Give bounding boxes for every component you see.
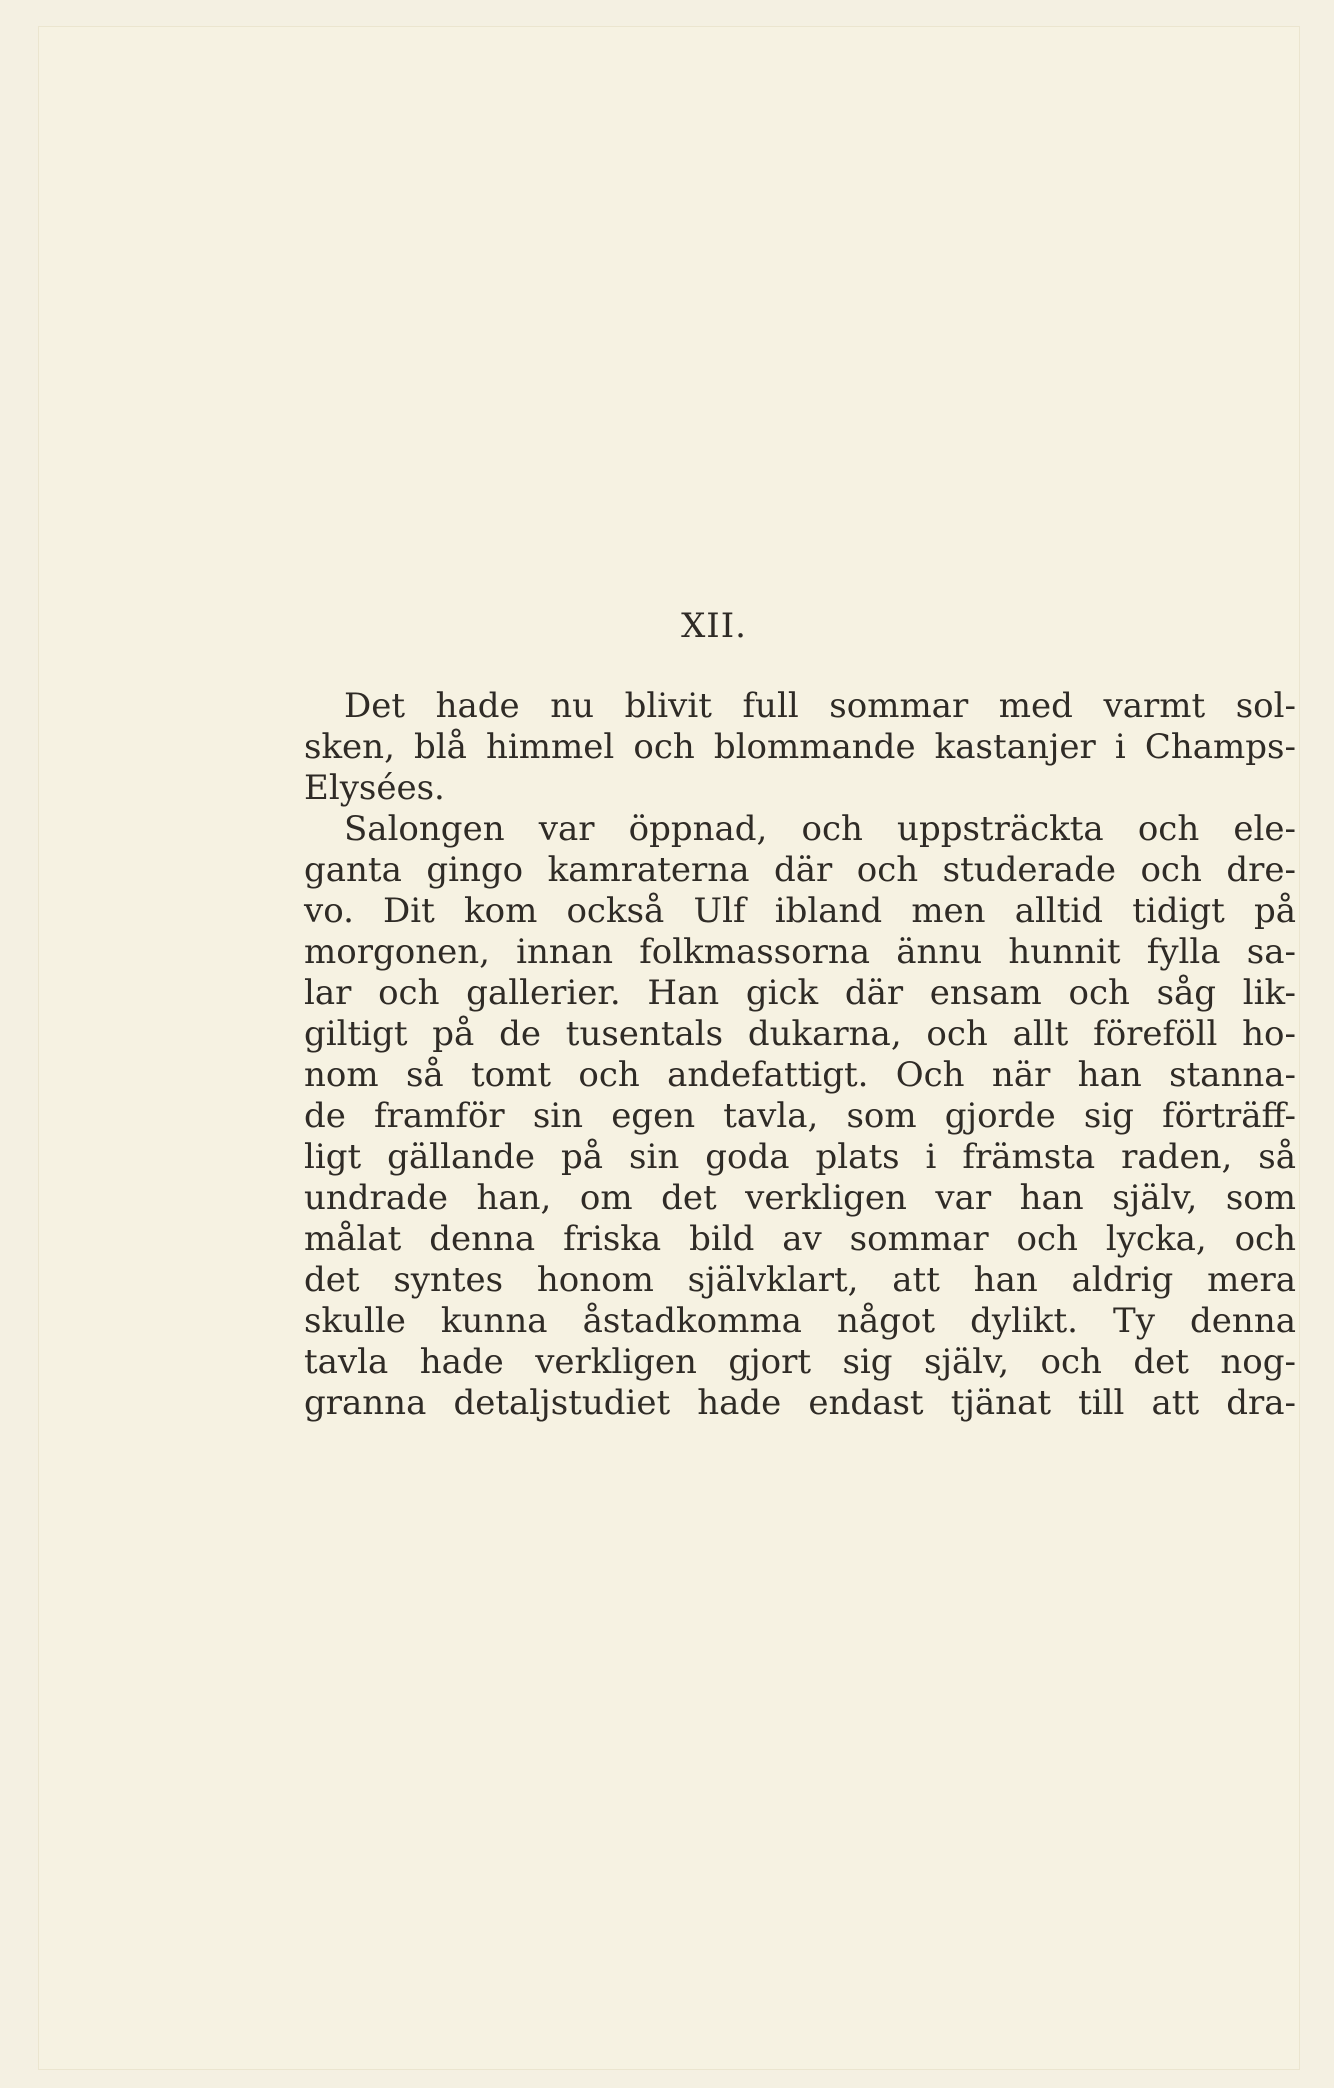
text-line: målat denna friska bild av sommar och lycka, och <box>304 1219 1296 1259</box>
text-line: morgonen, innan folkmassorna ännu hunnit fylla sa- <box>304 932 1296 972</box>
text-line: undrade han, om det verkligen var han själv, som <box>304 1178 1296 1218</box>
text-line: ligt gällande på sin goda plats i främsta raden, så <box>304 1137 1296 1177</box>
text-line: tavla hade verkligen gjort sig själv, och det nog- <box>304 1342 1296 1382</box>
text-line: vo. Dit kom också Ulf ibland men alltid tidigt på <box>304 891 1296 931</box>
text-line: de framför sin egen tavla, som gjorde sig förträff- <box>304 1096 1296 1136</box>
text-line: giltigt på de tusentals dukarna, och allt föreföll ho- <box>304 1014 1296 1054</box>
text-line: nom så tomt och andefattigt. Och när han stanna- <box>304 1055 1296 1095</box>
text-line: Det hade nu blivit full sommar med varmt sol- <box>344 686 1296 726</box>
text-line: sken, blå himmel och blommande kastanjer i Champs- <box>304 727 1296 767</box>
text-line: ganta gingo kamraterna där och studerade och dre- <box>304 850 1296 890</box>
chapter-heading: XII. <box>681 606 747 646</box>
text-line: lar och gallerier. Han gick där ensam och såg lik- <box>304 973 1296 1013</box>
text-line: Salongen var öppnad, och uppsträckta och ele- <box>344 809 1296 849</box>
text-line: Elysées. <box>304 768 445 808</box>
book-page <box>38 26 1300 2070</box>
text-line: granna detaljstudiet hade endast tjänat till att dra- <box>304 1383 1296 1423</box>
text-line: det syntes honom självklart, att han aldrig mera <box>304 1260 1296 1300</box>
text-line: skulle kunna åstadkomma något dylikt. Ty denna <box>304 1301 1296 1341</box>
